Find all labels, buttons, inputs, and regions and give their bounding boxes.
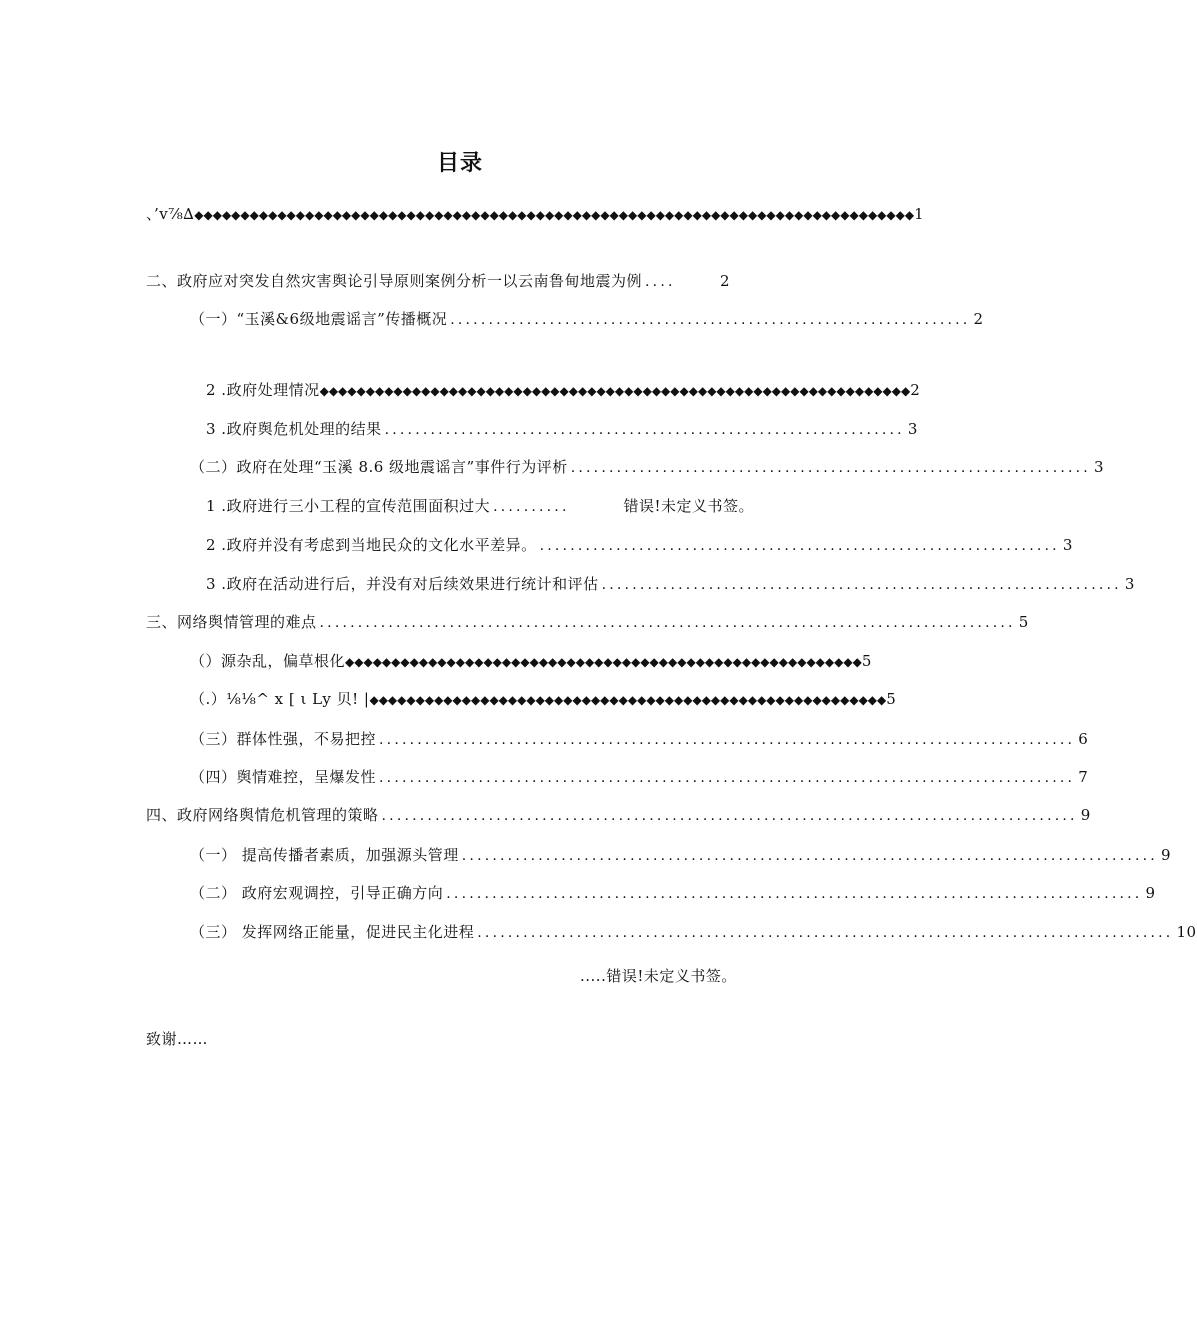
toc-entry-text: （一） 提高传播者素质，加强源头管理 <box>190 846 459 864</box>
toc-entry-text: 3 .政府在活动进行后，并没有对后续效果进行统计和评估 <box>206 575 599 593</box>
toc-entry[interactable] <box>190 883 1156 904</box>
toc-entry[interactable] <box>190 457 1104 478</box>
toc-entry[interactable] <box>206 419 918 440</box>
toc-entry-page: 5 <box>1018 613 1029 631</box>
toc-entry[interactable] <box>190 689 897 710</box>
toc-entry-leader: .................................................................... <box>570 460 1091 476</box>
toc-entry-page: 2 <box>719 272 730 290</box>
toc-entry-leader: ........................................................................................... <box>446 886 1143 902</box>
toc-entry[interactable] <box>146 805 1091 826</box>
toc-entry[interactable] <box>206 496 754 517</box>
toc-entry-page: 5 <box>861 652 872 670</box>
toc-entry-leader: .... <box>645 274 676 290</box>
toc-entry-page: 9 <box>1080 806 1091 824</box>
toc-entry[interactable] <box>146 204 925 225</box>
toc-entry-text: 三、网络舆情管理的难点 <box>146 613 317 631</box>
toc-title: 目录 <box>436 151 483 176</box>
acknowledgement-entry[interactable]: 致谢…… <box>146 1030 209 1048</box>
toc-entry-text: （二）政府在处理“玉溪 8.6 级地震谣言”事件行为评析 <box>190 458 568 476</box>
toc-entry-leader: ◆◆◆◆◆◆◆◆◆◆◆◆◆◆◆◆◆◆◆◆◆◆◆◆◆◆◆◆◆◆◆◆◆◆◆◆◆◆◆◆◆◆◆◆◆◆◆◆◆◆◆◆◆◆◆◆◆◆◆◆◆◆◆◆ <box>319 384 911 398</box>
toc-entry[interactable] <box>190 845 1171 866</box>
toc-entry-text: 二、政府应对突发自然灾害舆论引导原则案例分析一以云南鲁甸地震为例 <box>146 272 643 290</box>
toc-entry-text: （.）⅛⅛^ x [ ι Ly 贝! | <box>190 690 370 708</box>
toc-entry-text: （三）群体性强，不易把控 <box>190 730 377 748</box>
toc-entry-page: 错误!未定义书签。 <box>623 497 754 515</box>
toc-entry-leader: .................................................................... <box>539 538 1060 554</box>
toc-entry-leader: ........................................................................................... <box>477 925 1174 941</box>
toc-entry[interactable] <box>190 651 872 672</box>
toc-entry-page: 10 <box>1176 923 1197 941</box>
toc-entry-text: （二） 政府宏观调控，引导正确方向 <box>190 884 444 902</box>
toc-entry-leader: ........................................................................................... <box>379 770 1076 786</box>
toc-entry-page: 9 <box>1145 884 1156 902</box>
toc-entry-leader: ........................................................................................... <box>381 808 1078 824</box>
toc-entry-page: 3 <box>907 420 918 438</box>
toc-entry[interactable] <box>190 922 1197 943</box>
toc-entry-page: 5 <box>886 690 897 708</box>
toc-entry-page: 7 <box>1078 768 1089 786</box>
toc-entry[interactable] <box>206 380 921 401</box>
toc-entry-page: 2 <box>973 310 984 328</box>
toc-entry-text: 3 .政府舆危机处理的结果 <box>206 420 382 438</box>
toc-entry-leader: .................................................................... <box>384 422 905 438</box>
toc-entry-page: 3 <box>1062 536 1073 554</box>
toc-entry[interactable] <box>206 535 1073 556</box>
toc-entry-text: （三） 发挥网络正能量，促进民主化进程 <box>190 923 475 941</box>
toc-entry-text: 、’v⅞∆ <box>146 205 195 223</box>
toc-entry-leader: ........................................................................................... <box>379 732 1076 748</box>
toc-entry[interactable] <box>190 729 1089 750</box>
toc-entry-text: （四）舆情难控，呈爆发性 <box>190 768 377 786</box>
toc-entry-leader: ◆◆◆◆◆◆◆◆◆◆◆◆◆◆◆◆◆◆◆◆◆◆◆◆◆◆◆◆◆◆◆◆◆◆◆◆◆◆◆◆◆◆◆◆◆◆◆◆◆◆◆◆◆◆◆◆ <box>345 655 862 669</box>
toc-entry-leader: .................................................................... <box>450 312 971 328</box>
toc-entry-page: 1 <box>914 205 925 223</box>
toc-entry[interactable] <box>146 612 1029 633</box>
toc-entry-text: （）源杂乱，偏草根化 <box>190 652 346 670</box>
toc-entry-leader: ........................................................................................... <box>461 848 1158 864</box>
toc-entry-text: 2 .政府处理情况 <box>206 381 320 399</box>
toc-entry-page: 6 <box>1078 730 1089 748</box>
toc-entry[interactable] <box>190 767 1089 788</box>
toc-entry-text: 四、政府网络舆情危机管理的策略 <box>146 806 379 824</box>
toc-entry-leader: ◆◆◆◆◆◆◆◆◆◆◆◆◆◆◆◆◆◆◆◆◆◆◆◆◆◆◆◆◆◆◆◆◆◆◆◆◆◆◆◆◆◆◆◆◆◆◆◆◆◆◆◆◆◆◆◆◆◆◆◆◆◆◆◆◆◆◆◆◆◆◆◆◆◆◆◆◆◆ <box>194 208 915 222</box>
toc-entry-page: 3 <box>1093 458 1104 476</box>
toc-entry-leader: .......... <box>493 499 570 515</box>
toc-entry[interactable] <box>146 271 730 292</box>
toc-entry-leader: ........................................................................................... <box>319 615 1016 631</box>
toc-entry-leader: .................................................................... <box>601 577 1122 593</box>
toc-entry-page: 2 <box>910 381 921 399</box>
toc-entry-page: 3 <box>1124 575 1135 593</box>
broken-bookmark-note: .....错误!未定义书签。 <box>580 967 737 985</box>
toc-entry-text: 1 .政府进行三小工程的宣传范围面积过大 <box>206 497 491 515</box>
toc-entry-text: （一）“玉溪&6级地震谣言”传播概况 <box>190 310 448 328</box>
toc-entry-leader: ◆◆◆◆◆◆◆◆◆◆◆◆◆◆◆◆◆◆◆◆◆◆◆◆◆◆◆◆◆◆◆◆◆◆◆◆◆◆◆◆◆◆◆◆◆◆◆◆◆◆◆◆◆◆◆◆ <box>369 693 887 707</box>
toc-entry[interactable] <box>190 309 984 330</box>
toc-entry[interactable] <box>206 574 1135 595</box>
toc-entry-text: 2 .政府并没有考虑到当地民众的文化水平差异。 <box>206 536 537 554</box>
toc-entry-page: 9 <box>1160 846 1171 864</box>
